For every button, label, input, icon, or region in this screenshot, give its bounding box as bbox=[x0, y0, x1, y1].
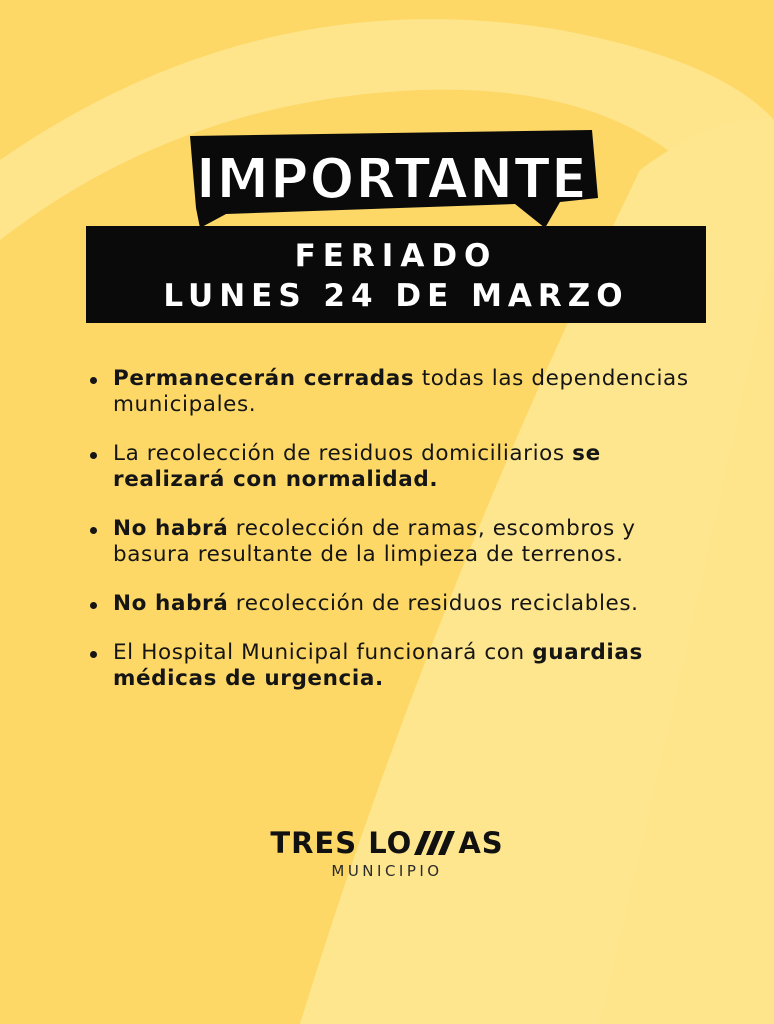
bullet-dot-icon bbox=[90, 452, 97, 459]
banner-line-1: FERIADO bbox=[294, 238, 498, 274]
bullet-bold-lead: No habrá bbox=[113, 516, 229, 541]
bullet-text: recolección de ramas, escombros y basura resultante de la limpieza de terrenos. bbox=[113, 516, 636, 567]
date-banner bbox=[86, 226, 706, 323]
bullet-dot-icon bbox=[90, 602, 97, 609]
bullet-text: todas las dependencias municipales. bbox=[113, 366, 689, 417]
bullet-dot-icon bbox=[90, 527, 97, 534]
logo-text-left: TRES LO bbox=[270, 826, 413, 860]
bullet-text: El Hospital Municipal funcionará con bbox=[113, 640, 533, 665]
bullet-text: La recolección de residuos domiciliarios bbox=[113, 441, 573, 466]
list-item bbox=[86, 640, 706, 692]
notice-list bbox=[86, 366, 706, 715]
banner-line-2: LUNES 24 DE MARZO bbox=[163, 278, 629, 314]
logo-subtitle: MUNICIPIO bbox=[331, 862, 443, 880]
headline-text: IMPORTANTE bbox=[196, 147, 588, 212]
double-chevron-m-icon bbox=[413, 830, 457, 856]
bullet-dot-icon bbox=[90, 651, 97, 658]
bullet-bold-tail: guardias médicas de urgencia. bbox=[113, 640, 643, 691]
list-item bbox=[86, 366, 706, 418]
list-item bbox=[86, 516, 706, 568]
list-item bbox=[86, 441, 706, 493]
headline bbox=[0, 128, 774, 228]
bullet-dot-icon bbox=[90, 377, 97, 384]
logo-wordmark bbox=[270, 826, 503, 860]
bullet-text: recolección de residuos reciclables. bbox=[228, 591, 639, 616]
bullet-bold-lead: Permanecerán cerradas bbox=[113, 366, 415, 391]
bullet-bold-lead: No habrá bbox=[113, 591, 229, 616]
municipality-logo bbox=[0, 826, 774, 880]
logo-text-right: AS bbox=[458, 826, 504, 860]
bullet-bold-tail: se realizará con normalidad. bbox=[113, 441, 601, 492]
list-item bbox=[86, 591, 706, 617]
